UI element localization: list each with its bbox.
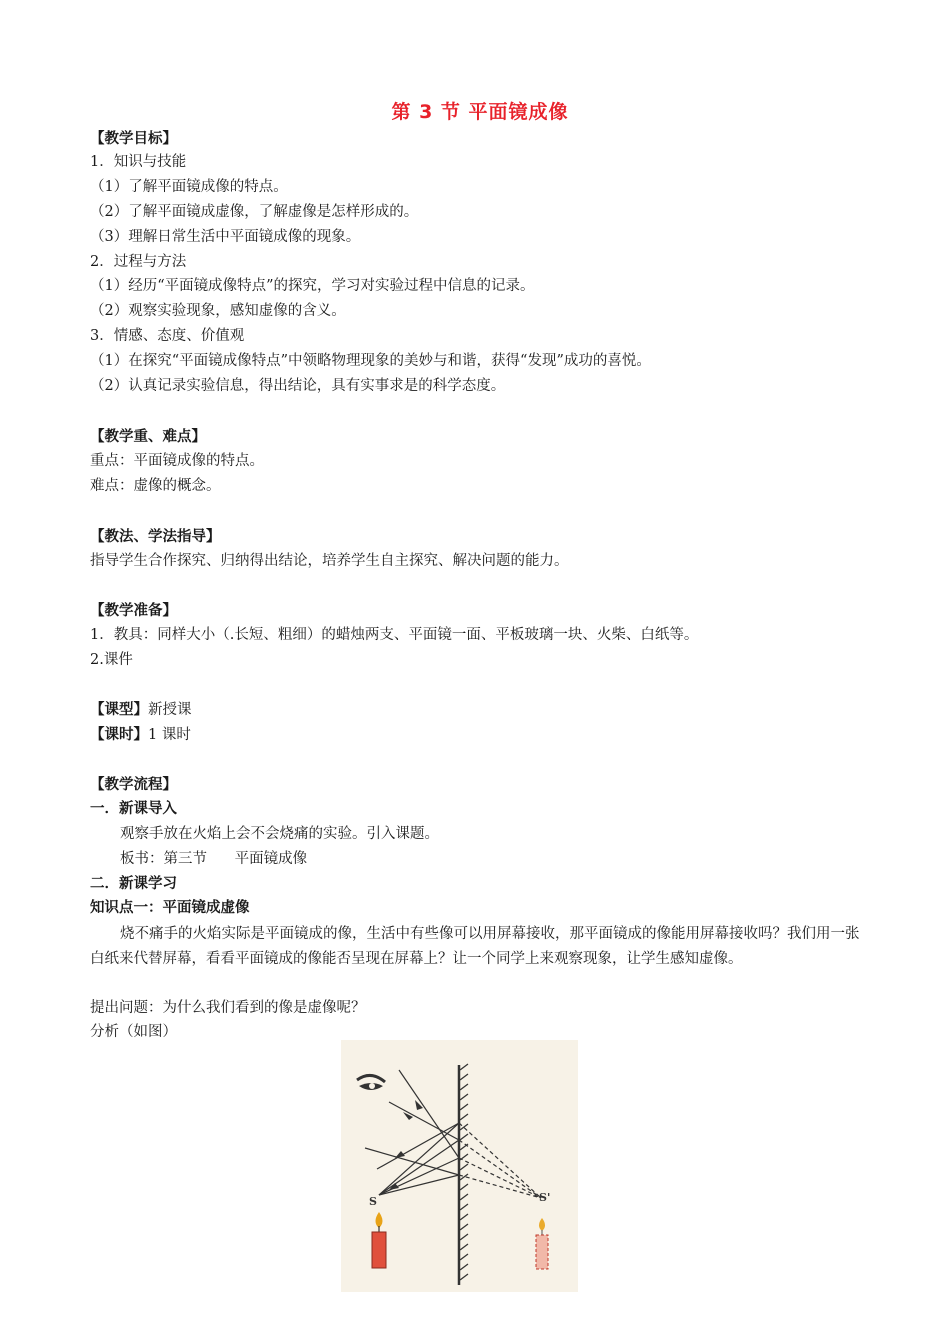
preparation-line: 1．教具：同样大小（.长短、粗细）的蜡烛两支、平面镜一面、平板玻璃一块、火柴、白纸等。 bbox=[90, 627, 699, 643]
lesson-time-value: 1 课时 bbox=[148, 727, 191, 743]
mirror-diagram bbox=[341, 1040, 578, 1292]
difficult-point: 难点：虚像的概念。 bbox=[90, 478, 221, 494]
knowledge-paragraph: 烧不痛手的火焰实际是平面镜成的像，生活中有些像可以用屏幕接收，那平面镜成的像能用屏幕接收吗？我们用一张白纸来代替屏幕，看看平面镜成的像能否呈现在屏幕上？让一个同学上来观察现象，让学生感知虚像。 bbox=[90, 926, 860, 967]
methods-text: 指导学生合作探究、归纳得出结论，培养学生自主探究、解决问题的能力。 bbox=[90, 553, 569, 569]
label-s: S bbox=[369, 1195, 377, 1208]
label-s-prime: S' bbox=[539, 1191, 551, 1204]
objectives-line: （1）在探究“平面镜成像特点”中领略物理现象的美妙与和谐，获得“发现”成功的喜悦。 bbox=[90, 353, 651, 369]
preparation-heading: 【教学准备】 bbox=[90, 603, 177, 619]
objectives-line: （2）了解平面镜成虚像，了解虚像是怎样形成的。 bbox=[90, 204, 419, 220]
eye-icon bbox=[357, 1075, 385, 1090]
section-heading: 二．新课学习 bbox=[90, 876, 177, 892]
objectives-line: （1）经历“平面镜成像特点”的探究，学习对实验过程中信息的记录。 bbox=[90, 278, 535, 294]
objectives-line: （3）理解日常生活中平面镜成像的现象。 bbox=[90, 229, 361, 245]
objectives-heading: 【教学目标】 bbox=[90, 131, 177, 147]
analysis-line: 分析（如图） bbox=[90, 1024, 177, 1040]
key-point: 重点：平面镜成像的特点。 bbox=[90, 453, 264, 469]
objectives-line: （1）了解平面镜成像的特点。 bbox=[90, 179, 288, 195]
objectives-line: 2．过程与方法 bbox=[90, 254, 187, 270]
process-heading: 【教学流程】 bbox=[90, 777, 177, 793]
section-heading: 一．新课导入 bbox=[90, 801, 177, 817]
lesson-time-label: 【课时】 bbox=[90, 727, 148, 743]
objectives-line: 3．情感、态度、价值观 bbox=[90, 328, 245, 344]
lesson-type-value: 新授课 bbox=[148, 702, 192, 718]
objectives-line: （2）认真记录实验信息，得出结论，具有实事求是的科学态度。 bbox=[90, 378, 506, 394]
real-candle bbox=[372, 1212, 386, 1268]
virtual-rays bbox=[459, 1123, 541, 1198]
objectives-line: 1．知识与技能 bbox=[90, 154, 187, 170]
question-line: 提出问题：为什么我们看到的像是虚像呢？ bbox=[90, 1000, 366, 1016]
lesson-time bbox=[90, 725, 191, 745]
lesson-type-label: 【课型】 bbox=[90, 702, 148, 718]
methods-heading: 【教法、学法指导】 bbox=[90, 529, 221, 545]
key-points-heading: 【教学重、难点】 bbox=[90, 429, 206, 445]
knowledge-point-heading: 知识点一：平面镜成虚像 bbox=[90, 900, 250, 916]
board-line: 板书：第三节 平面镜成像 bbox=[120, 851, 308, 867]
preparation-line: 2.课件 bbox=[90, 652, 133, 668]
intro-line: 观察手放在火焰上会不会烧痛的实验。引入课题。 bbox=[120, 826, 439, 842]
mirror-diagram-svg bbox=[341, 1040, 578, 1292]
virtual-candle bbox=[536, 1218, 548, 1269]
light-rays bbox=[365, 1070, 459, 1195]
page-title: 第 3 节 平面镜成像 bbox=[391, 101, 569, 123]
lesson-type bbox=[90, 700, 192, 720]
objectives-line: （2）观察实验现象，感知虚像的含义。 bbox=[90, 303, 346, 319]
mirror-hatching bbox=[460, 1064, 468, 1280]
